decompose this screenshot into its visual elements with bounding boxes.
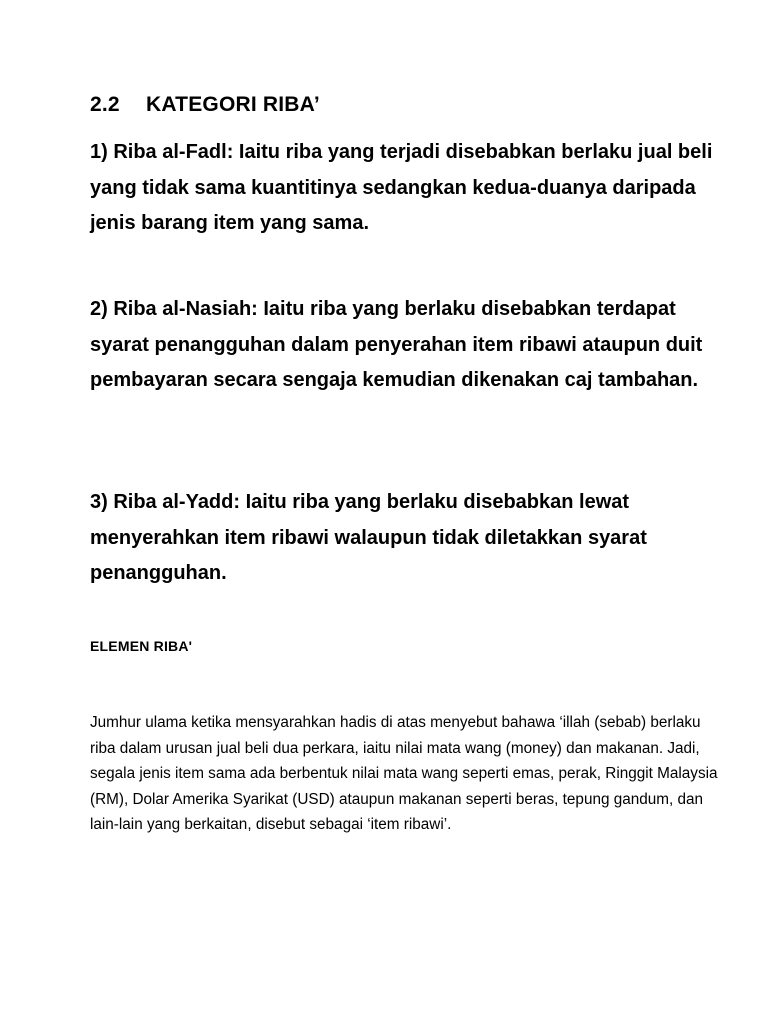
elemen-riba-heading: ELEMEN RIBA' [90, 638, 193, 654]
section-heading [90, 93, 320, 117]
section-number: 2.2 [90, 93, 120, 116]
category-riba-al-fadl: 1) Riba al-Fadl: Iaitu riba yang terjadi disebabkan berlaku jual beli yang tidak sama kuantitinya sedangkan kedua-duanya daripada jenis barang item yang sama. [90, 141, 713, 234]
elemen-riba-paragraph: Jumhur ulama ketika mensyarahkan hadis di atas menyebut bahawa ‘illah (sebab) berlaku riba dalam urusan jual beli dua perkara, iaitu nilai mata wang (money) dan makanan. Jadi, segala jenis item sama ada berbentuk nilai mata wang seperti emas, perak, Ringgit Malaysia (RM), Dolar Amerika Syarikat (USD) ataupun makanan seperti beras, tepung gandum, dan lain-lain yang berkaitan, disebut sebagai ‘item ribawi’. [90, 714, 718, 833]
section-title: KATEGORI RIBA’ [146, 93, 320, 116]
category-riba-al-nasiah: 2) Riba al-Nasiah: Iaitu riba yang berlaku disebabkan terdapat syarat penangguhan dalam penyerahan item ribawi ataupun duit pembayaran secara sengaja kemudian dikenakan caj tambahan. [90, 298, 703, 391]
category-riba-al-yadd: 3) Riba al-Yadd: Iaitu riba yang berlaku disebabkan lewat menyerahkan item ribawi walaupun tidak diletakkan syarat penangguhan. [90, 491, 647, 584]
